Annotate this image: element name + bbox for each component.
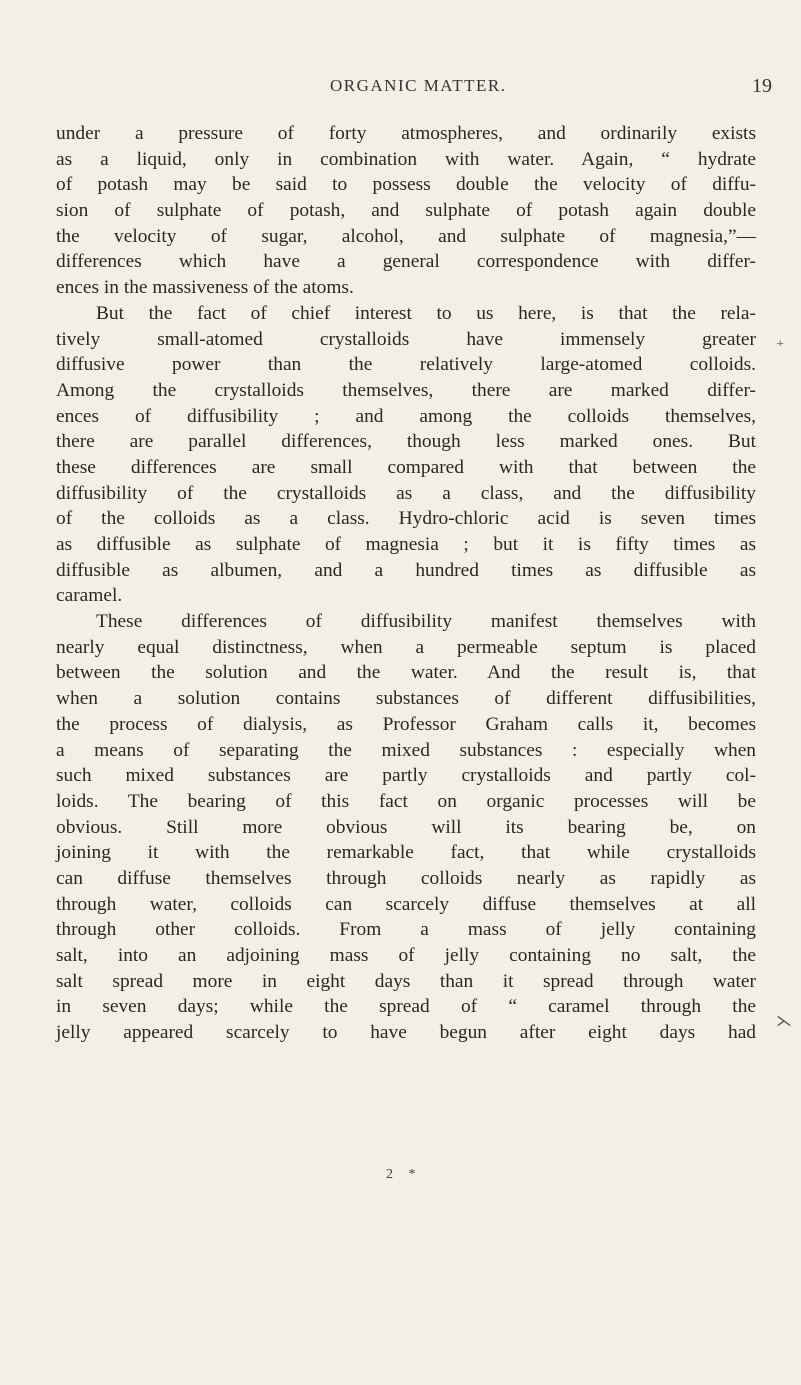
text-line: of potash may be said to possess double the velocity of diffu- (56, 174, 756, 196)
text-line: loids. The bearing of this fact on organic processes will be (56, 790, 756, 812)
text-line: such mixed substances are partly crystalloids and partly col- (56, 765, 756, 787)
text-line: in seven days; while the spread of “ caramel through the (56, 996, 756, 1018)
margin-pencil-mark: ⁺ (776, 338, 785, 355)
margin-pencil-mark: ⋋ (776, 1013, 792, 1030)
text-line: jelly appeared scarcely to have begun after eight days had (56, 1022, 756, 1044)
text-line: nearly equal distinctness, when a permeable septum is placed (56, 636, 756, 658)
text-line: diffusive power than the relatively large-atomed colloids. (56, 354, 756, 376)
text-line: of the colloids as a class. Hydro-chloric acid is seven times (56, 508, 756, 530)
text-line: joining it with the remarkable fact, that while crystalloids (56, 842, 756, 864)
paragraph-start-line: But the fact of chief interest to us here, is that the rela- (96, 302, 756, 324)
text-line: through other colloids. From a mass of jelly containing (56, 919, 756, 941)
text-line: obvious. Still more obvious will its bearing be, on (56, 816, 756, 838)
text-line: through water, colloids can scarcely diffuse themselves at all (56, 893, 756, 915)
text-line: when a solution contains substances of different diffusibilities, (56, 688, 756, 710)
text-line: diffusibility of the crystalloids as a class, and the diffusibility (56, 482, 756, 504)
text-line: there are parallel differences, though less marked ones. But (56, 431, 756, 453)
text-line: diffusible as albumen, and a hundred times as diffusible as (56, 559, 756, 581)
text-line: these differences are small compared with that between the (56, 456, 756, 478)
text-line: Among the crystalloids themselves, there are marked differ- (56, 379, 756, 401)
signature-mark: 2 * (386, 1167, 422, 1182)
text-line: the process of dialysis, as Professor Graham calls it, becomes (56, 713, 756, 735)
text-line: ences of diffusibility ; and among the colloids themselves, (56, 405, 756, 427)
text-line: can diffuse themselves through colloids nearly as rapidly as (56, 867, 756, 889)
text-line: salt spread more in eight days than it spread through water (56, 970, 756, 992)
text-line: as a liquid, only in combination with water. Again, “ hydrate (56, 148, 756, 170)
paragraph-start-line: These differences of diffusibility manifest themselves with (96, 611, 756, 633)
text-line: ences in the massiveness of the atoms. (56, 277, 354, 299)
text-line: under a pressure of forty atmospheres, and ordinarily exists (56, 123, 756, 144)
text-line: between the solution and the water. And the result is, that (56, 662, 756, 684)
text-line: sion of sulphate of potash, and sulphate of potash again double (56, 200, 756, 222)
text-line: a means of separating the mixed substances : especially when (56, 739, 756, 761)
text-line: salt, into an adjoining mass of jelly containing no salt, the (56, 945, 756, 966)
running-head (0, 76, 801, 106)
body-text (56, 121, 756, 1046)
text-line: the velocity of sugar, alcohol, and sulphate of magnesia,”— (56, 225, 756, 247)
text-line: differences which have a general correspondence with differ- (56, 251, 756, 273)
running-title: ORGANIC MATTER. (330, 76, 507, 95)
text-line: tively small-atomed crystalloids have immensely greater (56, 328, 756, 350)
page-number: 19 (752, 75, 772, 97)
text-line: as diffusible as sulphate of magnesia ; but it is fifty times as (56, 534, 756, 555)
text-line: caramel. (56, 585, 123, 607)
